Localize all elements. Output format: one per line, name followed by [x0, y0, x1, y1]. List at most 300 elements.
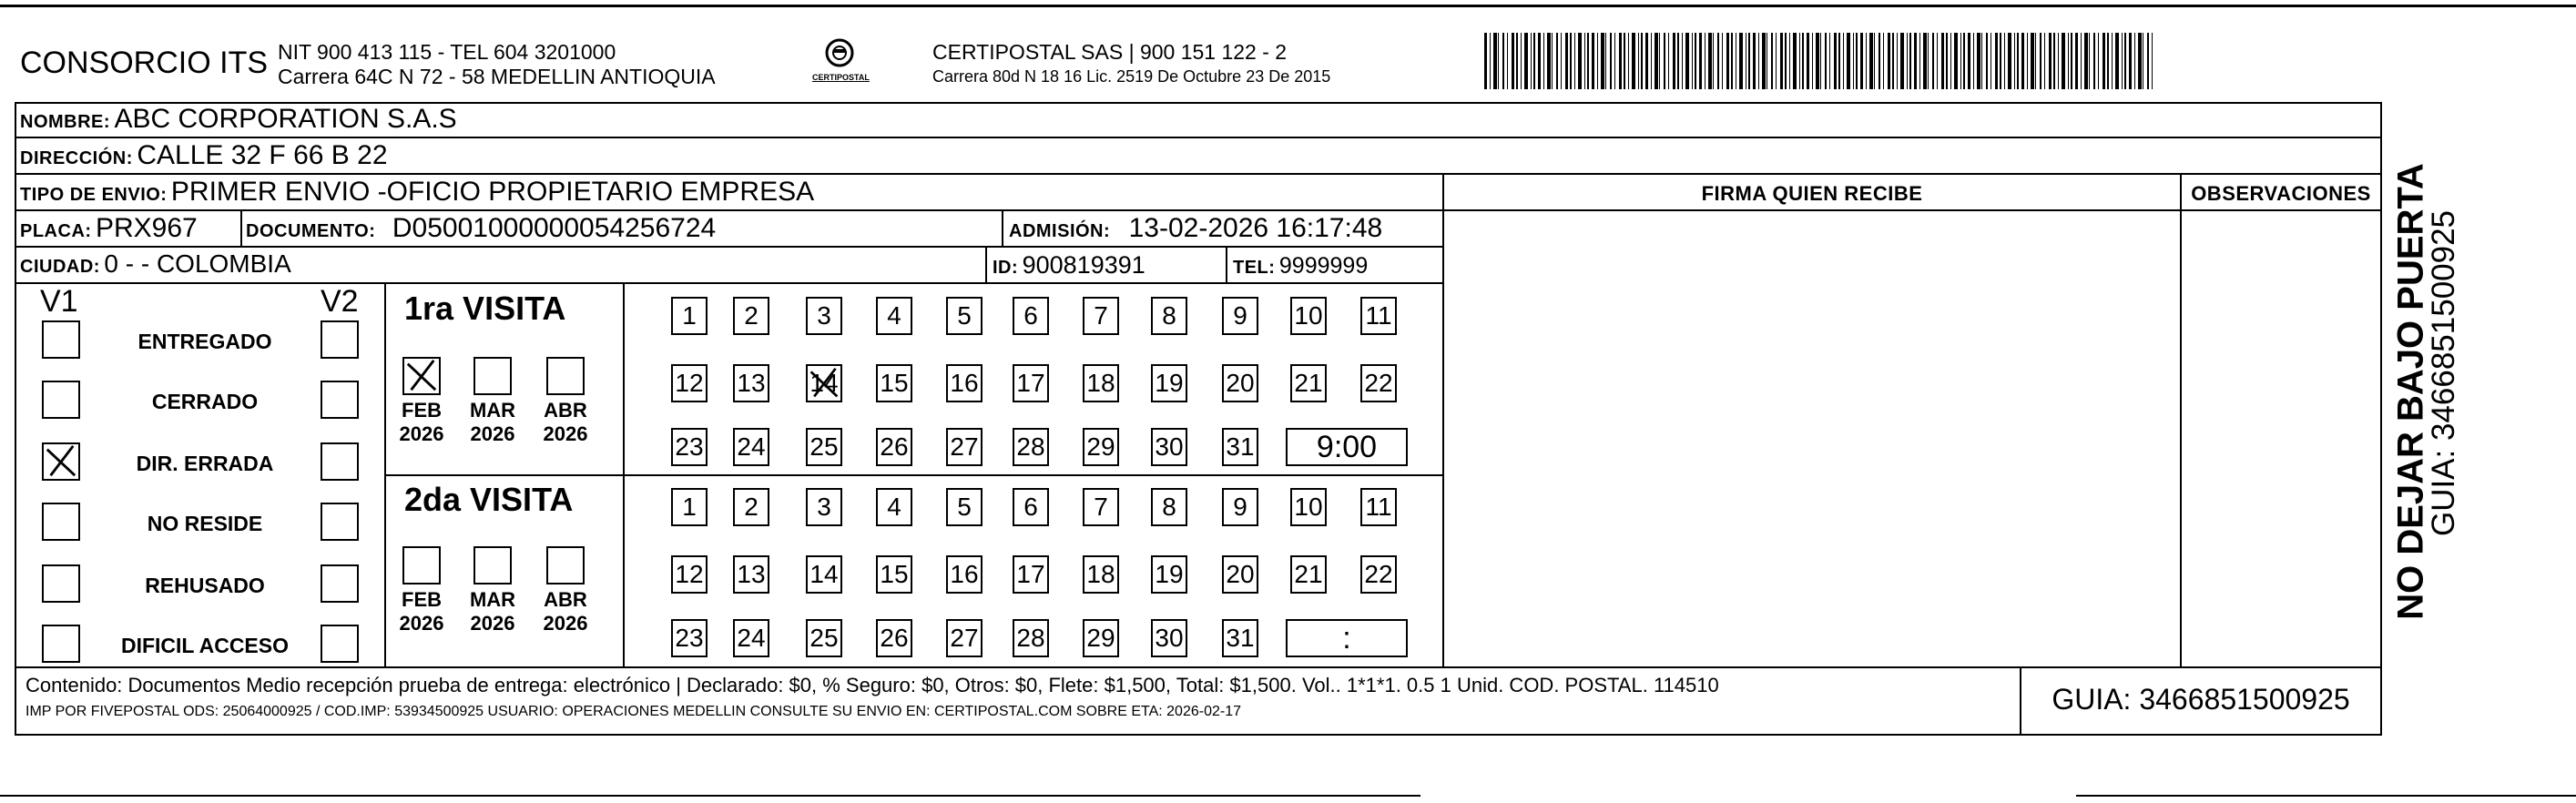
barcode-bar — [1659, 33, 1660, 89]
visit2-month-label-2 — [538, 588, 593, 635]
month-name: MAR — [469, 399, 516, 422]
visit1-day-12[interactable] — [671, 364, 708, 402]
barcode-bar — [1892, 33, 1894, 89]
day-number: 21 — [1294, 560, 1323, 588]
barcode-bar — [1950, 33, 1951, 89]
barcode-bar — [1973, 33, 1974, 89]
visit1-day-26[interactable] — [876, 428, 912, 466]
v2-header: V2 — [321, 284, 359, 319]
day-number: 29 — [1086, 624, 1115, 652]
barcode-bar — [2147, 33, 2149, 89]
status-label-1: CERRADO — [151, 390, 259, 413]
visit2-day-18[interactable] — [1083, 555, 1119, 594]
col-line — [1002, 209, 1003, 246]
visit1-day-20[interactable] — [1222, 364, 1258, 402]
visit2-time-box[interactable]: : — [1286, 619, 1408, 657]
visit1-day-23[interactable] — [671, 428, 708, 466]
day-number: 6 — [1023, 493, 1038, 521]
barcode-bar — [1726, 33, 1729, 89]
barcode-bar — [2084, 33, 2088, 89]
barcode-bar — [1995, 33, 1998, 89]
visit2-day-24[interactable] — [733, 619, 769, 657]
visit1-day-14[interactable] — [806, 364, 842, 402]
barcode-bar — [1722, 33, 1723, 89]
day-number: 9 — [1233, 493, 1247, 521]
barcode-bar — [1655, 33, 1658, 89]
month-name: FEB — [402, 399, 442, 422]
ciudad-label: CIUDAD: — [20, 257, 100, 277]
visit2-day-13[interactable] — [733, 555, 769, 594]
barcode-bar — [1919, 33, 1920, 89]
barcode-bar — [1565, 33, 1568, 89]
month-year: 2026 — [543, 612, 588, 635]
barcode-bar — [1758, 33, 1759, 89]
barcode-bar — [2068, 33, 2069, 89]
barcode-bar — [1570, 33, 1572, 89]
col-line — [2380, 102, 2382, 736]
visit1-day-19[interactable] — [1151, 364, 1187, 402]
barcode-bar — [1834, 33, 1837, 89]
barcode-bar — [1638, 33, 1639, 89]
barcode-bar — [1584, 33, 1585, 89]
id-label: ID: — [993, 258, 1019, 278]
tel-value: 9999999 — [1278, 253, 1369, 279]
nombre-label: NOMBRE: — [20, 112, 111, 132]
visit1-day-31[interactable] — [1222, 428, 1258, 466]
v1-checkbox-3[interactable] — [42, 503, 80, 541]
admision-label: ADMISIÓN: — [1009, 221, 1111, 241]
visit2-day-12[interactable] — [671, 555, 708, 594]
status-label-0: ENTREGADO — [137, 330, 272, 353]
visit1-day-29[interactable] — [1083, 428, 1119, 466]
visit1-day-2[interactable] — [733, 297, 769, 335]
visit1-day-28[interactable] — [1013, 428, 1049, 466]
day-number: 17 — [1016, 560, 1045, 588]
barcode-bar — [1771, 33, 1773, 89]
visit1-month-checkbox-2[interactable] — [546, 357, 585, 395]
month-name: MAR — [469, 588, 516, 611]
visit2-day-5[interactable] — [946, 488, 983, 526]
v2-checkbox-4[interactable] — [321, 564, 359, 603]
v1-header: V1 — [40, 284, 78, 319]
barcode-bar — [1524, 33, 1528, 89]
visit2-day-23[interactable] — [671, 619, 708, 657]
barcode-bar — [2103, 33, 2105, 89]
barcode-bar — [2093, 33, 2095, 89]
visit1-day-13[interactable] — [733, 364, 769, 402]
v1-checkbox-4[interactable] — [42, 564, 80, 603]
visit1-day-27[interactable] — [946, 428, 983, 466]
col-line — [1442, 173, 1444, 666]
day-number: 20 — [1226, 369, 1255, 397]
direccion-row — [20, 140, 388, 171]
visit2-month-checkbox-0[interactable] — [402, 546, 441, 584]
status-label-4: REHUSADO — [145, 574, 265, 597]
day-number: 1 — [682, 493, 697, 521]
day-number: 4 — [887, 301, 901, 330]
day-number: 30 — [1155, 432, 1184, 461]
barcode-bar — [1498, 33, 1499, 89]
day-number: 24 — [737, 432, 766, 461]
check-x-icon — [808, 366, 840, 401]
visit1-day-6[interactable] — [1013, 297, 1049, 335]
visit2-day-31[interactable] — [1222, 619, 1258, 657]
month-name: ABR — [544, 399, 587, 422]
col-line — [2180, 173, 2182, 666]
day-number: 4 — [887, 493, 901, 521]
barcode-bar — [1574, 33, 1575, 89]
barcode-bar — [1869, 33, 1873, 89]
documento-cell — [246, 213, 716, 244]
visit1-month-label-2 — [538, 399, 593, 446]
barcode-bar — [2044, 33, 2045, 89]
barcode-bar — [1699, 33, 1702, 89]
barcode-bar — [1521, 33, 1522, 89]
barcode-bar — [1578, 33, 1582, 89]
barcode-bar — [2017, 33, 2019, 89]
month-year: 2026 — [543, 422, 588, 445]
day-number: 18 — [1086, 560, 1115, 588]
barcode-bar — [1552, 33, 1553, 89]
id-cell — [993, 251, 1145, 280]
company-address: Carrera 64C N 72 - 58 MEDELLIN ANTIOQUIA — [278, 65, 716, 88]
visit2-day-16[interactable] — [946, 555, 983, 594]
barcode-bar — [1668, 33, 1669, 89]
barcode-bar — [2124, 33, 2126, 89]
barcode-bar — [1874, 33, 1875, 89]
day-number: 14 — [809, 560, 839, 588]
id-value: 900819391 — [1022, 251, 1145, 279]
visit2-day-14[interactable] — [806, 555, 842, 594]
status-label-3: NO RESIDE — [147, 512, 263, 535]
nombre-value: ABC CORPORATION S.A.S — [114, 104, 457, 134]
barcode-bar — [1507, 33, 1508, 89]
visit1-month-checkbox-0[interactable] — [402, 357, 441, 395]
visit1-month-label-1 — [465, 399, 520, 446]
company-name: CONSORCIO ITS — [20, 46, 269, 80]
day-number: 6 — [1023, 301, 1038, 330]
barcode-bar — [1739, 33, 1743, 89]
barcode-bar — [1597, 33, 1598, 89]
month-year: 2026 — [399, 612, 444, 635]
barcode-bar — [1954, 33, 1958, 89]
visit2-day-21[interactable] — [1290, 555, 1327, 594]
day-number: 26 — [880, 432, 909, 461]
barcode-bar — [1807, 33, 1809, 89]
barcode-bar — [1685, 33, 1689, 89]
barcode-bar — [1799, 33, 1800, 89]
visit1-day-11[interactable] — [1360, 297, 1397, 335]
v2-checkbox-1[interactable] — [321, 381, 359, 419]
barcode-bar — [2058, 33, 2059, 89]
barcode-bar — [2000, 33, 2001, 89]
barcode-bar — [2031, 33, 2034, 89]
documento-value: D05001000000054256724 — [392, 213, 717, 243]
admision-value: 13-02-2026 16:17:48 — [1128, 213, 1383, 243]
day-number: 27 — [950, 624, 979, 652]
barcode-bar — [1543, 33, 1544, 89]
visit2-day-27[interactable] — [946, 619, 983, 657]
visit2-title: 2da VISITA — [404, 481, 574, 518]
barcode-bar — [1713, 33, 1714, 89]
check-x-icon — [404, 359, 439, 393]
barcode-bar — [2049, 33, 2052, 89]
visit1-day-18[interactable] — [1083, 364, 1119, 402]
visit2-day-10[interactable] — [1290, 488, 1327, 526]
barcode-bar — [1968, 33, 1970, 89]
barcode-bar — [2089, 33, 2090, 89]
barcode-bar — [2122, 33, 2123, 89]
visit1-day-25[interactable] — [806, 428, 842, 466]
day-number: 20 — [1226, 560, 1255, 588]
ciudad-cell — [20, 249, 291, 279]
barcode-bar — [1753, 33, 1756, 89]
visit2-day-11[interactable] — [1360, 488, 1397, 526]
barcode-bar — [1776, 33, 1777, 89]
visit1-day-3[interactable] — [806, 297, 842, 335]
placa-value: PRX967 — [96, 213, 198, 243]
visit1-day-9[interactable] — [1222, 297, 1258, 335]
visit1-day-17[interactable] — [1013, 364, 1049, 402]
visit1-day-8[interactable] — [1151, 297, 1187, 335]
barcode-bar — [1888, 33, 1890, 89]
visit1-day-21[interactable] — [1290, 364, 1327, 402]
barcode-bar — [1533, 33, 1535, 89]
day-number: 13 — [737, 369, 766, 397]
day-number: 10 — [1294, 493, 1323, 521]
barcode-bar — [2040, 33, 2041, 89]
visit2-day-30[interactable] — [1151, 619, 1187, 657]
barcode-bar — [2129, 33, 2132, 89]
visit1-day-1[interactable] — [671, 297, 708, 335]
v2-checkbox-0[interactable] — [321, 320, 359, 359]
visit1-day-22[interactable] — [1360, 364, 1397, 402]
day-number: 7 — [1094, 493, 1108, 521]
barcode-bar — [1907, 33, 1908, 89]
barcode-bar — [2107, 33, 2109, 89]
v2-checkbox-3[interactable] — [321, 503, 359, 541]
day-number: 1 — [682, 301, 697, 330]
barcode-bar — [2152, 33, 2153, 89]
visit1-day-4[interactable] — [876, 297, 912, 335]
barcode-bar — [1708, 33, 1712, 89]
day-number: 19 — [1155, 369, 1184, 397]
barcode-bar — [1632, 33, 1635, 89]
visit2-day-1[interactable] — [671, 488, 708, 526]
direccion-value: CALLE 32 F 66 B 22 — [137, 140, 388, 170]
bottom-border-left — [0, 795, 1420, 797]
barcode-bar — [1909, 33, 1911, 89]
certipostal-logo-icon — [821, 38, 858, 69]
footer-guia: GUIA: 3466851500925 — [2052, 683, 2350, 716]
documento-label: DOCUMENTO: — [246, 221, 376, 241]
tipo-row — [20, 177, 814, 208]
visit2-month-checkbox-2[interactable] — [546, 546, 585, 584]
observaciones-header: OBSERVACIONES — [2191, 182, 2371, 205]
day-number: 5 — [957, 493, 972, 521]
company-nit: NIT 900 413 115 - TEL 604 3201000 — [278, 40, 616, 64]
nombre-row — [20, 104, 457, 135]
day-number: 31 — [1226, 624, 1255, 652]
visit1-month-label-0 — [394, 399, 449, 446]
barcode-bar — [1484, 33, 1487, 89]
visit1-title: 1ra VISITA — [404, 290, 566, 327]
visit2-day-26[interactable] — [876, 619, 912, 657]
barcode-bar — [1860, 33, 1863, 89]
day-number: 7 — [1094, 301, 1108, 330]
barcode-bar — [1838, 33, 1840, 89]
barcode-bar — [1932, 33, 1934, 89]
barcode — [1484, 33, 2158, 89]
visit2-day-3[interactable] — [806, 488, 842, 526]
barcode-bar — [1619, 33, 1622, 89]
barcode-bar — [2035, 33, 2036, 89]
row-line — [15, 209, 1444, 211]
barcode-bar — [1977, 33, 1980, 89]
day-number: 27 — [950, 432, 979, 461]
barcode-bar — [1780, 33, 1783, 89]
visit2-day-22[interactable] — [1360, 555, 1397, 594]
visit2-month-checkbox-1[interactable] — [473, 546, 512, 584]
barcode-bar — [1829, 33, 1830, 89]
barcode-bar — [1812, 33, 1813, 89]
certipostal-logo — [812, 38, 870, 82]
visit2-day-29[interactable] — [1083, 619, 1119, 657]
day-number: 28 — [1016, 432, 1045, 461]
visit1-day-10[interactable] — [1290, 297, 1327, 335]
barcode-bar — [2008, 33, 2011, 89]
barcode-bar — [1512, 33, 1514, 89]
barcode-bar — [1963, 33, 1965, 89]
col-line — [985, 246, 987, 282]
barcode-bar — [1960, 33, 1961, 89]
top-border — [0, 5, 2576, 7]
firma-header: FIRMA QUIEN RECIBE — [1701, 182, 1923, 205]
barcode-bar — [1561, 33, 1562, 89]
v2-checkbox-2[interactable] — [321, 442, 359, 481]
bottom-border-right — [2076, 795, 2576, 797]
placa-label: PLACA: — [20, 221, 92, 241]
row-line — [1442, 209, 2382, 211]
row-line — [15, 137, 2382, 138]
barcode-bar — [1717, 33, 1719, 89]
month-name: FEB — [402, 588, 442, 611]
visit2-day-25[interactable] — [806, 619, 842, 657]
day-number: 14 — [809, 369, 839, 397]
day-number: 25 — [809, 624, 839, 652]
barcode-bar — [2098, 33, 2099, 89]
day-number: 3 — [817, 301, 831, 330]
visit1-day-30[interactable] — [1151, 428, 1187, 466]
v1-checkbox-0[interactable] — [42, 320, 80, 359]
day-number: 25 — [809, 432, 839, 461]
day-number: 28 — [1016, 624, 1045, 652]
tel-cell — [1233, 253, 1368, 280]
barcode-bar — [1941, 33, 1944, 89]
day-number: 30 — [1155, 624, 1184, 652]
col-line — [1226, 246, 1227, 282]
visit2-day-2[interactable] — [733, 488, 769, 526]
visit1-day-5[interactable] — [946, 297, 983, 335]
visit2-day-6[interactable] — [1013, 488, 1049, 526]
day-number: 24 — [737, 624, 766, 652]
barcode-bar — [1946, 33, 1948, 89]
logo-caption: CERTIPOSTAL — [812, 73, 870, 82]
barcode-bar — [1847, 33, 1850, 89]
v1-checkbox-5[interactable] — [42, 625, 80, 663]
tel-label: TEL: — [1233, 258, 1276, 278]
day-number: 12 — [675, 560, 704, 588]
barcode-bar — [1748, 33, 1750, 89]
visit2-month-label-1 — [465, 588, 520, 635]
barcode-bar — [1879, 33, 1880, 89]
barcode-bar — [1490, 33, 1491, 89]
v1-checkbox-2[interactable] — [42, 442, 80, 481]
status-label-5: DIFICIL ACCESO — [120, 634, 289, 657]
barcode-bar — [1605, 33, 1606, 89]
certipostal-address: Carrera 80d N 18 16 Lic. 2519 De Octubre 23 De 2015 — [932, 67, 1331, 86]
visit2-day-4[interactable] — [876, 488, 912, 526]
barcode-bar — [1502, 33, 1504, 89]
tipo-value: PRIMER ENVIO -OFICIO PROPIETARIO EMPRESA — [170, 177, 815, 207]
barcode-bar — [1677, 33, 1679, 89]
visit1-day-15[interactable] — [876, 364, 912, 402]
v2-checkbox-5[interactable] — [321, 625, 359, 663]
contenido-text: Contenido: Documentos Medio recepción prueba de entrega: electrónico | Declarado: $0, % Seguro: $0, Otros: $0, Flete: $1,500, Total: $1,500. Vol.. 1*1*1. 0.5 1 Unid. COD. POSTAL. 114510 — [25, 674, 1719, 696]
admision-cell — [1009, 213, 1382, 244]
day-number: 13 — [737, 560, 766, 588]
visit2-day-7[interactable] — [1083, 488, 1119, 526]
day-number: 18 — [1086, 369, 1115, 397]
visit2-month-label-0 — [394, 588, 449, 635]
barcode-bar — [2062, 33, 2065, 89]
barcode-bar — [1682, 33, 1683, 89]
visit1-day-24[interactable] — [733, 428, 769, 466]
visit1-time-box[interactable]: 9:00 — [1286, 428, 1408, 466]
visit2-day-20[interactable] — [1222, 555, 1258, 594]
day-number: 3 — [817, 493, 831, 521]
imp-text: IMP POR FIVEPOSTAL ODS: 25064000925 / COD.IMP: 53934500925 USUARIO: OPERACIONES MEDELLIN CONSULTE SU ENVIO EN: CERTIPOSTAL.COM SOBRE ETA: 2026-02-17 — [25, 704, 1241, 719]
day-number: 10 — [1294, 301, 1323, 330]
visit1-day-16[interactable] — [946, 364, 983, 402]
barcode-bar — [1601, 33, 1604, 89]
day-number: 22 — [1364, 560, 1393, 588]
visit1-month-checkbox-1[interactable] — [473, 357, 512, 395]
visit2-day-8[interactable] — [1151, 488, 1187, 526]
visit2-day-15[interactable] — [876, 555, 912, 594]
visit1-day-7[interactable] — [1083, 297, 1119, 335]
barcode-bar — [1645, 33, 1648, 89]
barcode-bar — [1695, 33, 1696, 89]
visit2-day-9[interactable] — [1222, 488, 1258, 526]
barcode-bar — [1587, 33, 1589, 89]
barcode-bar — [1897, 33, 1898, 89]
day-number: 11 — [1365, 493, 1392, 521]
v1-checkbox-1[interactable] — [42, 381, 80, 419]
visit2-day-19[interactable] — [1151, 555, 1187, 594]
ciudad-value: 0 - - COLOMBIA — [104, 249, 291, 278]
barcode-bar — [1928, 33, 1929, 89]
barcode-bar — [1937, 33, 1938, 89]
barcode-bar — [1531, 33, 1532, 89]
visit2-day-17[interactable] — [1013, 555, 1049, 594]
barcode-bar — [1820, 33, 1821, 89]
day-number: 31 — [1226, 432, 1255, 461]
day-number: 2 — [744, 493, 759, 521]
row-line — [15, 246, 1444, 248]
day-number: 29 — [1086, 432, 1115, 461]
visit2-day-28[interactable] — [1013, 619, 1049, 657]
